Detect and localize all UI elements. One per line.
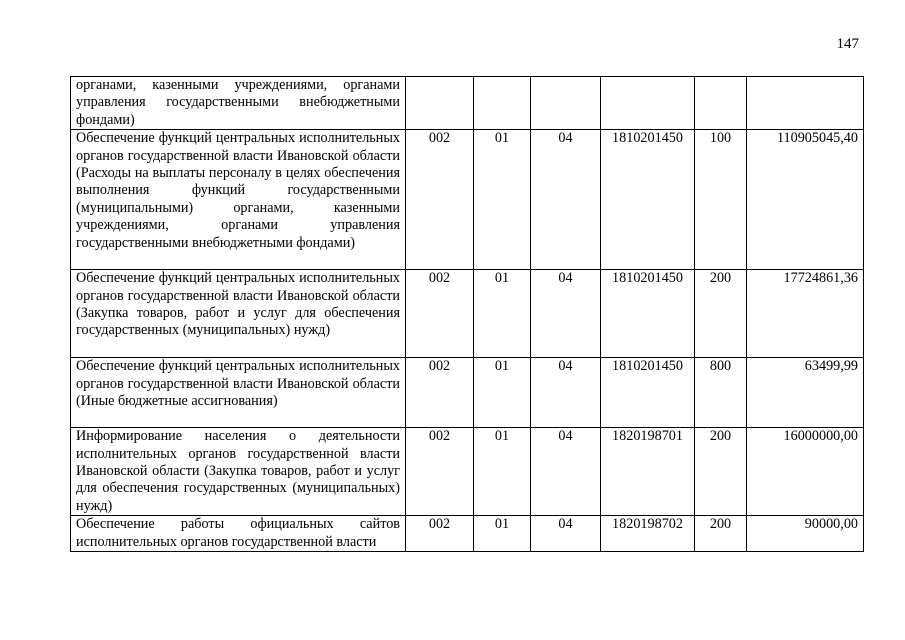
- row-target: 1820198701: [601, 428, 695, 516]
- table-row: [71, 77, 864, 130]
- row-code: 002: [406, 428, 474, 516]
- row-expense-type: [695, 77, 747, 130]
- row-description: Обеспечение работы официальных сайтов исполнительных органов государственной власти: [71, 516, 406, 552]
- row-section: [474, 77, 531, 130]
- table-row: [71, 428, 864, 516]
- row-code: 002: [406, 516, 474, 552]
- table-row: [71, 270, 864, 358]
- row-expense-type: 800: [695, 358, 747, 428]
- row-subsection: 04: [531, 130, 601, 270]
- row-description: органами, казенными учреждениями, органами управления государственными внебюджетными фондами): [71, 77, 406, 130]
- row-target: 1810201450: [601, 270, 695, 358]
- row-target: 1810201450: [601, 358, 695, 428]
- row-amount: 110905045,40: [747, 130, 864, 270]
- row-section: 01: [474, 516, 531, 552]
- row-description: Обеспечение функций центральных исполнительных органов государственной власти Ивановской области (Расходы на выплаты персоналу в целях обеспечения выполнения функций государственными (муниципальными) органами, казенными учреждениями, органами управления государственными внебюджетными фондами): [71, 130, 406, 270]
- row-description: Обеспечение функций центральных исполнительных органов государственной власти Ивановской области (Иные бюджетные ассигнования): [71, 358, 406, 428]
- row-amount: 90000,00: [747, 516, 864, 552]
- row-subsection: 04: [531, 428, 601, 516]
- row-code: 002: [406, 358, 474, 428]
- row-expense-type: 200: [695, 516, 747, 552]
- row-amount: [747, 77, 864, 130]
- row-subsection: [531, 77, 601, 130]
- row-code: 002: [406, 270, 474, 358]
- row-amount: 17724861,36: [747, 270, 864, 358]
- page-number: 147: [836, 36, 859, 52]
- row-subsection: 04: [531, 358, 601, 428]
- row-amount: 16000000,00: [747, 428, 864, 516]
- table-row: [71, 130, 864, 270]
- row-code: [406, 77, 474, 130]
- table-row: [71, 516, 864, 552]
- row-description: Информирование населения о деятельности исполнительных органов государственной власти Ивановской области (Закупка товаров, работ и услуг для обеспечения государственных (муниципальных) нужд): [71, 428, 406, 516]
- row-subsection: 04: [531, 516, 601, 552]
- row-amount: 63499,99: [747, 358, 864, 428]
- row-expense-type: 200: [695, 428, 747, 516]
- row-description: Обеспечение функций центральных исполнительных органов государственной власти Ивановской области (Закупка товаров, работ и услуг для обеспечения государственных (муниципальных) нужд): [71, 270, 406, 358]
- row-code: 002: [406, 130, 474, 270]
- row-section: 01: [474, 358, 531, 428]
- row-section: 01: [474, 270, 531, 358]
- row-target: 1810201450: [601, 130, 695, 270]
- budget-table: [70, 76, 864, 552]
- row-section: 01: [474, 428, 531, 516]
- row-expense-type: 100: [695, 130, 747, 270]
- row-subsection: 04: [531, 270, 601, 358]
- row-target: [601, 77, 695, 130]
- row-section: 01: [474, 130, 531, 270]
- row-expense-type: 200: [695, 270, 747, 358]
- table-row: [71, 358, 864, 428]
- row-target: 1820198702: [601, 516, 695, 552]
